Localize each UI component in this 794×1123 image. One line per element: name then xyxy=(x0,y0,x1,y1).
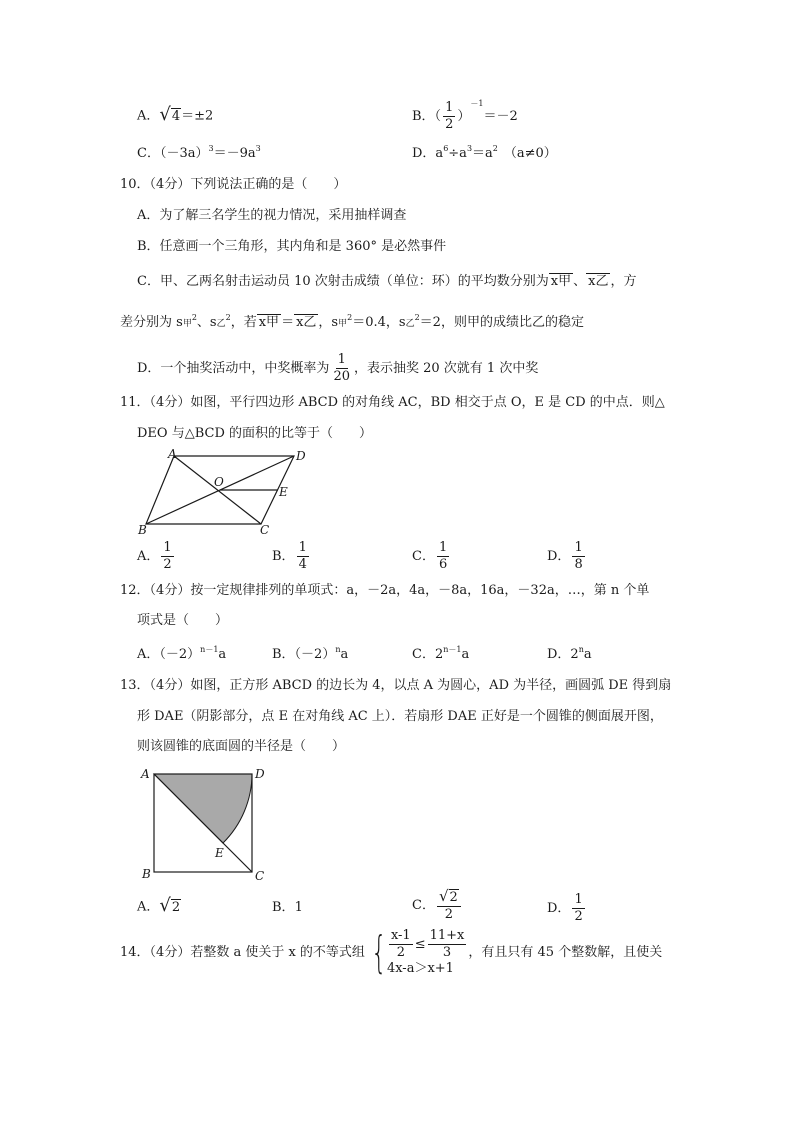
option-text: ＝－2 xyxy=(483,109,518,124)
option-text: ＝－9a xyxy=(213,146,256,161)
option-text: ÷a xyxy=(448,146,467,161)
q9-option-c[interactable] xyxy=(137,145,261,163)
q11-option-c[interactable] xyxy=(412,540,451,573)
label-b: B xyxy=(138,523,147,536)
label-c: C xyxy=(260,523,270,536)
denominator: 4 xyxy=(298,557,307,572)
exponent: 3 xyxy=(466,144,473,153)
option-text: （a≠0） xyxy=(503,146,557,161)
denominator: 2 xyxy=(445,117,454,132)
option-label: D． xyxy=(547,549,571,564)
denominator: 3 xyxy=(442,945,452,960)
paren: ） xyxy=(457,109,471,124)
text: ＝0.4，s xyxy=(352,315,406,330)
label-d: D xyxy=(255,767,265,781)
denominator: 8 xyxy=(574,557,583,572)
q10-stem: 10．（4分）下列说法正确的是（ ） xyxy=(120,177,347,192)
stem-text: ，有且只有 45 个整数解，且使关 xyxy=(468,944,663,960)
radicand: 4 xyxy=(171,109,181,124)
q12-stem-line1: 12．（4分）按一定规律排列的单项式：a，－2a，4a，－8a，16a，－32a，…，第 n 个单 xyxy=(120,583,650,598)
numerator: 1 xyxy=(438,540,448,555)
numerator: 1 xyxy=(574,540,583,555)
text: ＝2，则甲的成绩比乙的稳定 xyxy=(419,315,584,330)
sector-dae xyxy=(154,774,252,843)
exponent: －1 xyxy=(470,99,484,108)
radicand: 2 xyxy=(449,890,458,905)
numerator: 1 xyxy=(163,540,172,555)
mean-symbol: x乙 xyxy=(296,315,317,330)
inequality-system xyxy=(365,928,468,977)
option-text: a xyxy=(461,647,470,662)
label-b: B xyxy=(142,867,151,881)
fraction xyxy=(572,892,584,925)
exponent: 2 xyxy=(492,144,498,153)
text: ，若 xyxy=(230,315,257,330)
numerator: x-1 xyxy=(390,928,411,943)
radicand: 2 xyxy=(171,900,181,915)
fraction xyxy=(428,928,467,961)
option-label: A． xyxy=(137,549,160,564)
exponent: 2 xyxy=(414,313,420,322)
denominator: 2 xyxy=(396,945,405,960)
option-label: C． xyxy=(412,549,435,564)
numerator xyxy=(437,888,461,907)
exponent: n－1 xyxy=(200,645,219,654)
q9-option-b[interactable] xyxy=(412,100,518,133)
label-e: E xyxy=(215,846,224,860)
fraction xyxy=(572,540,584,573)
q13-stem-line3: 则该圆锥的底面圆的半径是（ ） xyxy=(137,739,346,754)
q13-square-figure xyxy=(138,764,272,884)
sqrt: √4 xyxy=(159,104,181,125)
q10-option-a[interactable]: A．为了解三名学生的视力情况，采用抽样调查 xyxy=(137,208,407,223)
subscript: 乙 xyxy=(216,319,226,329)
label-a: A xyxy=(141,767,150,781)
q13-option-b[interactable] xyxy=(272,899,303,917)
option-label: B． xyxy=(272,900,295,915)
option-label: D． xyxy=(547,901,571,916)
q9-option-d[interactable] xyxy=(412,145,557,163)
q11-stem-line1: 11．（4分）如图，平行四边形 ABCD 的对角线 AC，BD 相交于点 O，E 是 CD 的中点．则△ xyxy=(120,395,665,410)
operator: ≤ xyxy=(414,936,426,952)
q12-option-b[interactable] xyxy=(272,646,348,664)
separator: 、 xyxy=(573,274,587,289)
exponent: 3 xyxy=(208,144,214,153)
option-text: C．2 xyxy=(412,647,444,662)
fraction xyxy=(331,352,352,385)
mean-symbol: x甲 xyxy=(550,274,572,289)
exponent: n xyxy=(335,645,341,654)
denominator: 2 xyxy=(163,557,172,572)
fraction xyxy=(161,540,173,573)
option-label: A． xyxy=(137,899,160,915)
numerator: 11+x xyxy=(429,928,465,943)
text: 差分别为 s xyxy=(120,315,183,330)
option-text: a xyxy=(218,647,227,662)
q9-option-a[interactable] xyxy=(137,106,213,126)
fraction xyxy=(437,888,461,923)
label-d: D xyxy=(296,449,306,463)
system-lines xyxy=(387,928,468,977)
mean-symbol: x甲 xyxy=(258,315,280,330)
option-value: 1 xyxy=(294,900,303,915)
q13-option-a[interactable] xyxy=(137,897,181,917)
fraction xyxy=(443,100,455,133)
q10-option-c-line2 xyxy=(120,314,584,333)
fraction xyxy=(389,928,413,961)
q10-option-b[interactable]: B．任意画一个三角形，其内角和是 360° 是必然事件 xyxy=(137,239,447,254)
option-label: C． xyxy=(412,898,435,913)
option-text: D．一个抽奖活动中，中奖概率为 xyxy=(137,361,330,376)
numerator: 1 xyxy=(445,100,454,115)
option-text: ＝±2 xyxy=(181,108,214,124)
option-text: ＝a xyxy=(472,146,493,161)
q13-stem-line1: 13．（4分）如图，正方形 ABCD 的边长为 4，以点 A 为圆心，AD 为半径，画圆弧 DE 得到扇 xyxy=(120,678,672,693)
option-text: a xyxy=(583,647,592,662)
q10-option-d[interactable] xyxy=(137,352,538,385)
option-text: A．（－2） xyxy=(137,647,201,662)
option-text: D．a xyxy=(412,146,444,161)
denominator: 6 xyxy=(438,557,448,572)
label-c: C xyxy=(255,869,265,883)
q11-option-a[interactable] xyxy=(137,540,176,573)
q11-option-d[interactable] xyxy=(547,540,587,573)
equals: ＝ xyxy=(281,315,295,330)
q12-option-c[interactable] xyxy=(412,646,469,664)
exponent: n－1 xyxy=(443,645,462,654)
exponent: 2 xyxy=(225,313,231,322)
fraction xyxy=(297,540,309,573)
exponent: 6 xyxy=(443,144,449,153)
exponent: 3 xyxy=(255,144,261,153)
mean-symbol: x乙 xyxy=(588,274,609,289)
option-text: ，方 xyxy=(610,274,637,289)
q11-option-b[interactable] xyxy=(272,540,311,573)
subscript: 乙 xyxy=(405,319,415,329)
numerator: 1 xyxy=(337,352,346,367)
q13-option-c[interactable] xyxy=(412,888,463,923)
exponent: 2 xyxy=(191,313,197,322)
numerator: 1 xyxy=(574,892,583,907)
q11-parallelogram-figure xyxy=(136,446,316,536)
brace: { xyxy=(371,926,387,978)
option-text: D．2 xyxy=(547,647,579,662)
sqrt: √2 xyxy=(159,895,181,916)
text: 、s xyxy=(196,315,217,330)
fraction xyxy=(437,540,449,573)
sqrt: √2 xyxy=(438,887,458,905)
label-o: O xyxy=(214,475,224,489)
subscript: 甲 xyxy=(338,319,348,329)
option-text: ，表示抽奖 20 次就有 1 次中奖 xyxy=(353,361,539,376)
option-label: A． xyxy=(137,108,160,124)
inequality-1 xyxy=(387,928,468,961)
option-text: C．甲、乙两名射击运动员 10 次射击成绩（单位：环）的平均数分别为 xyxy=(137,274,549,289)
q10-option-c-line1[interactable] xyxy=(137,273,636,291)
denominator: 20 xyxy=(333,369,350,384)
label-a: A xyxy=(168,447,177,461)
numerator: 1 xyxy=(298,540,307,555)
denominator: 2 xyxy=(444,907,454,922)
q12-option-d[interactable] xyxy=(547,646,592,664)
inequality-2: 4x-a＞x+1 xyxy=(386,961,454,976)
label-e: E xyxy=(279,485,288,499)
q13-option-d[interactable] xyxy=(547,892,587,925)
text: ，s xyxy=(318,315,339,330)
exponent: n xyxy=(578,645,584,654)
denominator: 2 xyxy=(574,909,583,924)
subscript: 甲 xyxy=(182,319,192,329)
q12-stem-line2: 项式是（ ） xyxy=(137,613,229,628)
option-label: B．（ xyxy=(412,109,442,124)
stem-text: 14．（4分）若整数 a 使关于 x 的不等式组 xyxy=(120,944,365,960)
q11-stem-line2: DEO 与△BCD 的面积的比等于（ ） xyxy=(137,426,372,441)
q14-stem xyxy=(120,928,662,977)
exponent: 2 xyxy=(347,313,353,322)
option-text: B．（－2） xyxy=(272,647,336,662)
option-text: a xyxy=(340,647,349,662)
q12-option-a[interactable] xyxy=(137,646,226,664)
option-label: B． xyxy=(272,549,295,564)
q13-stem-line2: 形 DAE（阴影部分，点 E 在对角线 AC 上）．若扇形 DAE 正好是一个圆锥的侧面展开图， xyxy=(137,709,663,724)
option-text: C．（－3a） xyxy=(137,146,209,161)
